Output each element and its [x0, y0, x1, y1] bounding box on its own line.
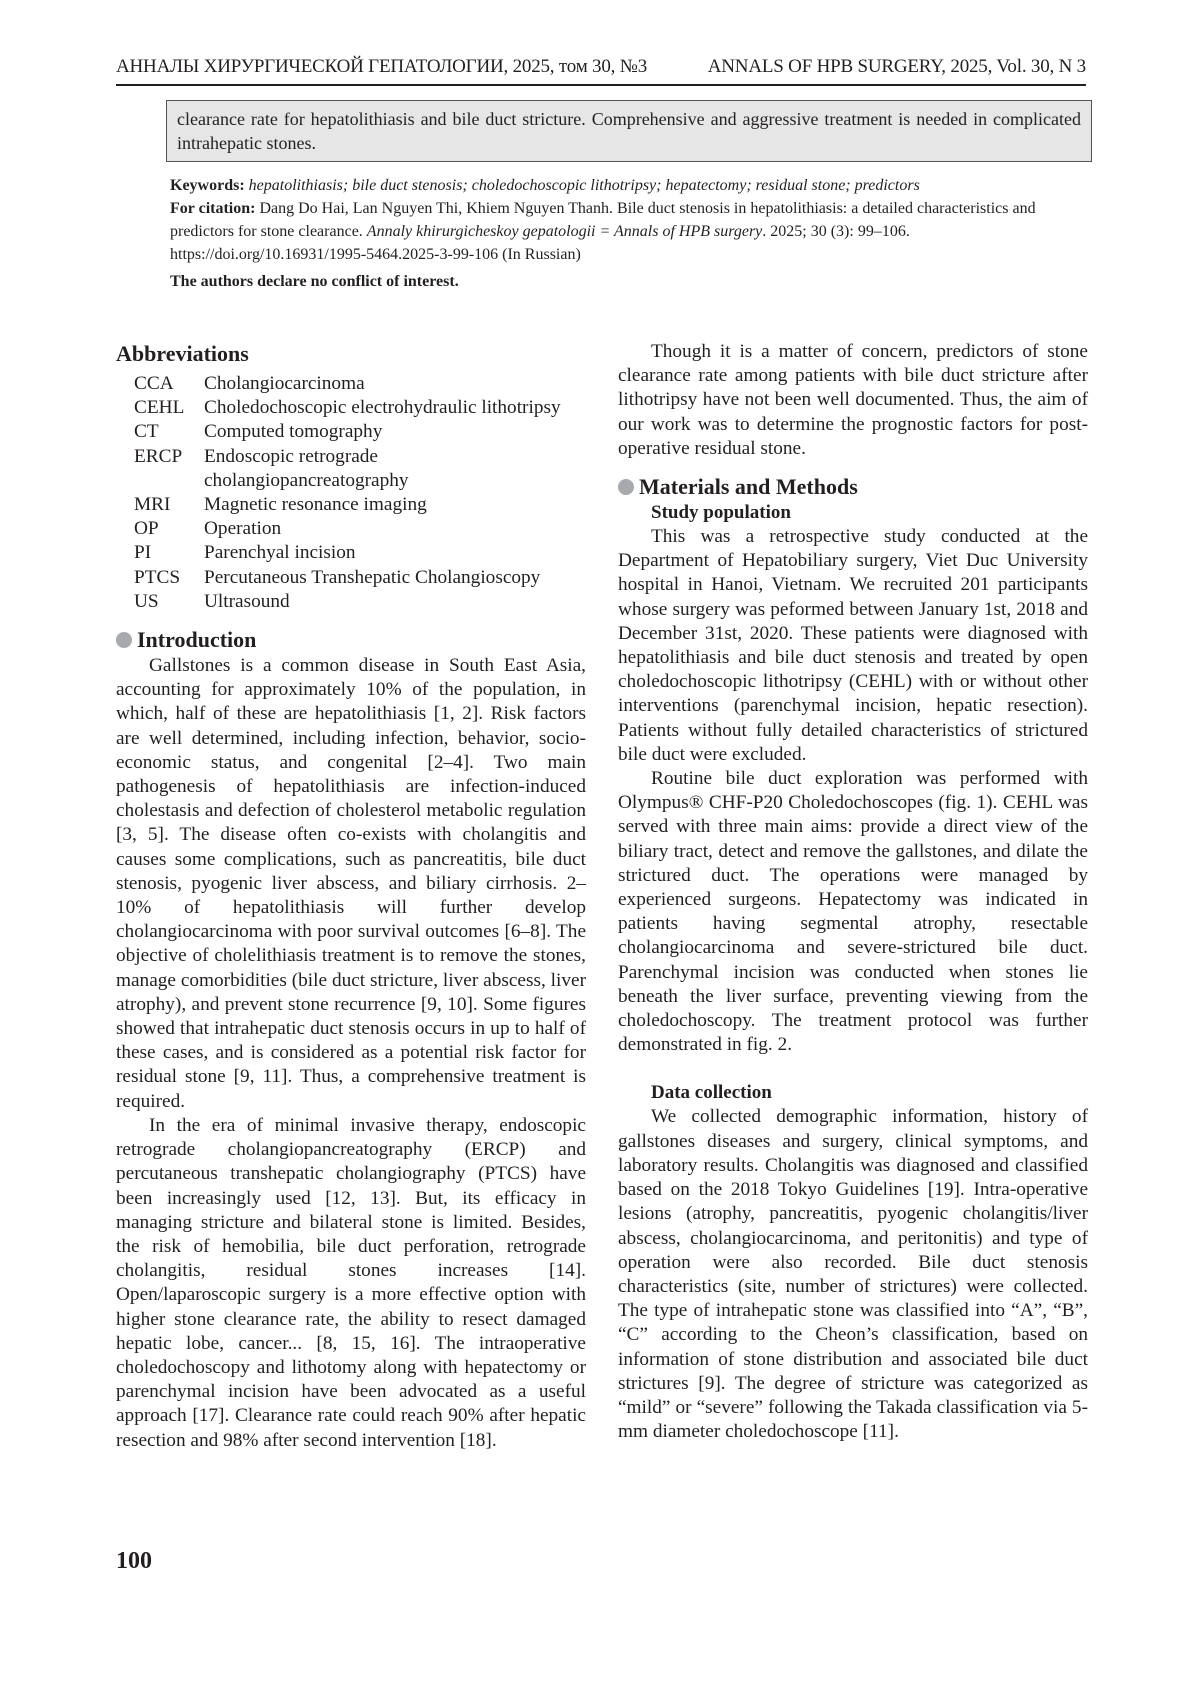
data-collection-title: Data collection	[651, 1081, 1088, 1105]
citation-journal: Annaly khirurgicheskoy gepatologii = Annals of HPB surgery	[367, 223, 762, 240]
citation-doi[interactable]: https://doi.org/10.16931/1995-5464.2025-3-99-106 (In Russian)	[170, 246, 581, 263]
abbreviation-item	[134, 517, 586, 541]
abbreviations-list	[134, 372, 586, 614]
page-number: 100	[116, 1548, 152, 1575]
abbreviation-value: Endoscopic retrograde cholangiopancreatography	[204, 445, 586, 493]
abbreviation-key: CT	[134, 420, 204, 444]
section-bullet-icon	[618, 479, 634, 495]
introduction-title: Introduction	[137, 627, 256, 652]
intro-paragraph: In the era of minimal invasive therapy, endoscopic retrograde cholangiopancreatography (ERCP) and percutaneous transhepatic cholangiography (PTCS) have been increasingly used [12, 13]. But, its efficacy in managing stricture and bilateral stone is limited. Besides, the risk of hemobilia, bile duct perforation, retrograde cholangitis, residual stones increases [14]. Open/laparoscopic surgery is a more effective option with higher stone clearance rate, the ability to resect damaged hepatic lobe, cancer... [8, 15, 16]. The intraoperative choledochoscopy and lithotomy along with hepatectomy or parenchymal incision have been advocated as a useful approach [17]. Clearance rate could reach 90% after hepatic resection and 98% after second intervention [18].	[116, 1114, 586, 1453]
citation	[170, 197, 1082, 266]
methods-paragraph: Routine bile duct exploration was performed with Olympus® CHF-P20 Choledochoscopes (fig. 1). CEHL was served with three main aims: provide a direct view of the biliary tract, detect and remove the gallstones, and dilate the strictured duct. The operations were managed by experienced surgeons. Hepatectomy was indicated in patients having segmental atrophy, resectable cholangiocarcinoma and severe-strictured bile duct. Parenchymal incision was conducted when stones lie beneath the liver surface, preventing viewing from the choledochoscopy. The treatment protocol was further demonstrated in fig. 2.	[618, 767, 1088, 1057]
abbreviation-value: Magnetic resonance imaging	[204, 493, 586, 517]
keywords	[170, 174, 1082, 197]
abbreviation-item	[134, 493, 586, 517]
abbreviation-value: Parenchyal incision	[204, 541, 586, 565]
abbreviation-value: Cholangiocarcinoma	[204, 372, 586, 396]
abbreviation-value: Choledochoscopic electrohydraulic lithotripsy	[204, 396, 586, 420]
abbreviation-key: CCA	[134, 372, 204, 396]
keywords-value: hepatolithiasis; bile duct stenosis; choledochoscopic lithotripsy; hepatectomy; residual stone; predictors	[249, 177, 920, 194]
abbreviation-value: Computed tomography	[204, 420, 586, 444]
intro-paragraph: Gallstones is a common disease in South East Asia, accounting for approximately 10% of the population, in which, half of these are hepatolithiasis [1, 2]. Risk factors are well determined, including infection, behavior, socio-economic status, and congenital [2–4]. Two main pathogenesis of hepatolithiasis are infection-induced cholestasis and defection of cholesterol metabolic regulation [3, 5]. The disease often co-exists with cholangitis and causes some complications, such as pancreatitis, bile duct stenosis, pyogenic liver abscess, and biliary cirrhosis. 2–10% of hepatolithiasis will further develop cholangiocarcinoma with poor survival outcomes [6–8]. The objective of cholelithiasis treatment is to remove the stones, manage comorbidities (bile duct stricture, liver abscess, liver atrophy), and prevent stone recurrence [9, 10]. Some figures showed that intrahepatic duct stenosis occurs in up to half of these cases, and is considered as a potential risk factor for residual stone [9, 11]. Thus, a comprehensive treatment is required.	[116, 654, 586, 1114]
methods-heading	[618, 473, 1088, 501]
citation-issue: . 2025; 30 (3): 99–106.	[762, 223, 910, 240]
abbreviation-item	[134, 590, 586, 614]
abbreviations-title: Abbreviations	[116, 340, 586, 368]
abbreviation-item	[134, 541, 586, 565]
header-english-title: ANNALS OF HPB SURGERY, 2025, Vol. 30, N 3	[708, 56, 1086, 78]
right-column	[618, 340, 1088, 1444]
abbreviation-item	[134, 420, 586, 444]
study-population-title: Study population	[651, 501, 1088, 525]
section-bullet-icon	[116, 632, 132, 648]
abbreviation-key: PTCS	[134, 566, 204, 590]
abbreviation-item	[134, 396, 586, 420]
citation-label: For citation:	[170, 200, 255, 217]
header-russian-title: АННАЛЫ ХИРУРГИЧЕСКОЙ ГЕПАТОЛОГИИ, 2025, том 30, №3	[116, 56, 647, 78]
abbreviation-key: CEHL	[134, 396, 204, 420]
abbreviation-key: US	[134, 590, 204, 614]
introduction-heading	[116, 626, 586, 654]
methods-paragraph: We collected demographic information, history of gallstones diseases and surgery, clinical symptoms, and laboratory results. Cholangitis was diagnosed and classified based on the 2018 Tokyo Guidelines [19]. Intra-operative lesions (atrophy, pancreatitis, pyogenic cholangitis/liver abscess, cholangiocarcinoma, and peritonitis) and type of operation were also recorded. Bile duct stenosis characteristics (site, number of strictures) were collected. The type of intrahepatic stone was classified into “A”, “B”, “C” according to the Cheon’s classification, based on information of stone distribution and associated bile duct strictures [9]. The degree of stricture was categorized as “mild” or “severe” following the Takada classification via 5-mm diameter choledochoscope [11].	[618, 1105, 1088, 1444]
methods-title: Materials and Methods	[639, 474, 858, 499]
abstract-box: clearance rate for hepatolithiasis and bile duct stricture. Comprehensive and aggressive treatment is needed in complicated intrahepatic stones.	[166, 100, 1092, 162]
abbreviation-item	[134, 372, 586, 396]
abbreviation-key: PI	[134, 541, 204, 565]
abbreviation-value: Percutaneous Transhepatic Cholangioscopy	[204, 566, 586, 590]
conflict-statement: The authors declare no conflict of interest.	[170, 273, 459, 290]
intro-paragraph: Though it is a matter of concern, predictors of stone clearance rate among patients with bile duct stricture after lithotripsy have not been well documented. Thus, the aim of our work was to determine the prognostic factors for post-operative residual stone.	[618, 340, 1088, 461]
left-column	[116, 340, 586, 1453]
citation-text: Dang Do Hai, Lan Nguyen Thi, Khiem Nguyen Thanh. Bile duct stenosis in hepatolithiasis: a detailed characteristics and predictors for stone clearance.	[170, 200, 1036, 240]
running-header	[116, 56, 1086, 78]
abbreviation-key: MRI	[134, 493, 204, 517]
abbreviation-item	[134, 445, 586, 493]
abbreviation-item	[134, 566, 586, 590]
article-meta	[170, 174, 1082, 293]
abbreviation-key: ERCP	[134, 445, 204, 493]
abbreviation-value: Ultrasound	[204, 590, 586, 614]
abbreviation-value: Operation	[204, 517, 586, 541]
keywords-label: Keywords:	[170, 177, 245, 194]
abbreviation-key: OP	[134, 517, 204, 541]
methods-paragraph: This was a retrospective study conducted at the Department of Hepatobiliary surgery, Viet Duc University hospital in Hanoi, Vietnam. We recruited 201 participants whose surgery was peformed between January 1st, 2018 and December 31st, 2020. These patients were diagnosed with hepatolithiasis and bile duct stenosis and treated by open choledochoscopic lithotripsy (CEHL) with or without other interventions (parenchymal incision, hepatic resection). Patients without fully detailed characteristics of strictured bile duct were excluded.	[618, 525, 1088, 767]
header-rule	[116, 84, 1086, 86]
